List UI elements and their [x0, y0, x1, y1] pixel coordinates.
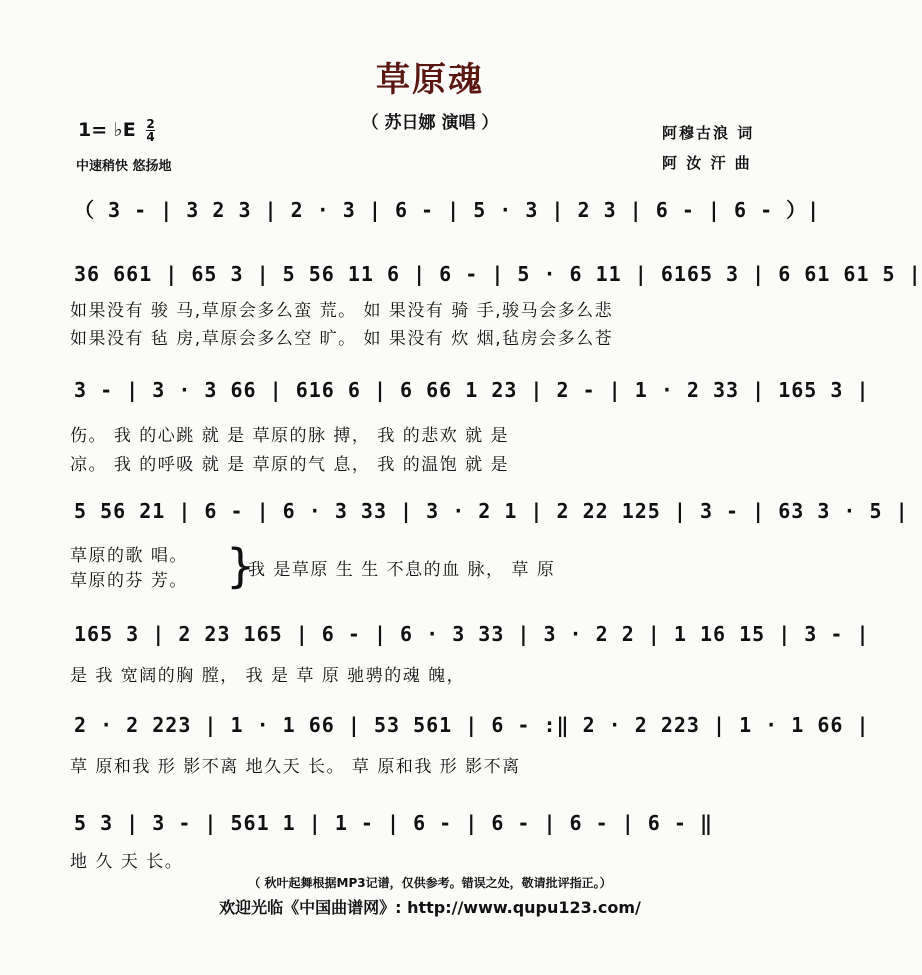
verse-brace: } [226, 539, 256, 593]
tempo-marking: 中速稍快 悠扬地 [76, 159, 172, 174]
line6-lyric: 地 久 天 长。 [70, 852, 184, 872]
time-top: 2 [146, 117, 155, 131]
line1-lyric-verse1: 如果没有 骏 马,草原会多么蛮 荒。 如 果没有 骑 手,骏马会多么悲 [70, 301, 614, 321]
line3-lyric-shared: 我 是草原 生 生 不息的血 脉， 草 原 [248, 560, 556, 580]
time-signature [146, 118, 154, 143]
performer-credit: （ 苏日娜 演唱 ） [361, 113, 499, 133]
lyricist-credit: 阿穆古浪 词 [662, 124, 755, 142]
line4-lyric: 是 我 宽阔的胸 膛， 我 是 草 原 驰骋的魂 魄， [70, 666, 466, 686]
line1-notes: 36 661 | 65 3 | 5 56 11 6 | 6 - | 5 · 6 11 | 6165 3 | 6 61 61 5 | [74, 262, 922, 286]
line6-notes: 5 3 | 3 - | 561 1 | 1 - | 6 - | 6 - | 6 - | 6 - ‖ [74, 811, 714, 835]
line4-notes: 165 3 | 2 23 165 | 6 - | 6 · 3 33 | 3 · 2 2 | 1 16 15 | 3 - | [74, 622, 870, 646]
line3-lyric-verse2: 草原的芬 芳。 [70, 571, 188, 591]
song-title: 草原魂 [376, 60, 484, 100]
line1-lyric-verse2: 如果没有 毡 房,草原会多么空 旷。 如 果没有 炊 烟,毡房会多么苍 [70, 329, 614, 349]
line3-notes: 5 56 21 | 6 - | 6 · 3 33 | 3 · 2 1 | 2 22 125 | 3 - | 63 3 · 5 | [74, 499, 909, 523]
transcription-note: （ 秋叶起舞根据MP3记谱，仅供参考。错误之处，敬请批评指正。） [248, 876, 612, 890]
site-link[interactable]: 欢迎光临《中国曲谱网》: http://www.qupu123.com/ [219, 898, 641, 917]
key-signature [78, 118, 155, 143]
intro-notes: （ 3 - | 3 2 3 | 2 · 3 | 6 - | 5 · 3 | 2 3 | 6 - | 6 - ）| [74, 198, 821, 222]
line5-notes: 2 · 2 223 | 1 · 1 66 | 53 561 | 6 - :‖ 2 · 2 223 | 1 · 1 66 | [74, 713, 870, 737]
line2-notes: 3 - | 3 · 3 66 | 616 6 | 6 66 1 23 | 2 - | 1 · 2 33 | 165 3 | [74, 378, 870, 402]
line5-lyric: 草 原和我 形 影不离 地久天 长。 草 原和我 形 影不离 [70, 757, 521, 777]
composer-credit: 阿 汝 汗 曲 [662, 154, 752, 172]
line3-lyric-verse1: 草原的歌 唱。 [70, 546, 188, 566]
key-label: 1= ♭E [78, 119, 136, 141]
line2-lyric-verse1: 伤。 我 的心跳 就 是 草原的脉 搏， 我 的悲欢 就 是 [70, 426, 510, 446]
line2-lyric-verse2: 凉。 我 的呼吸 就 是 草原的气 息， 我 的温饱 就 是 [70, 455, 510, 475]
time-bottom: 4 [146, 130, 155, 144]
